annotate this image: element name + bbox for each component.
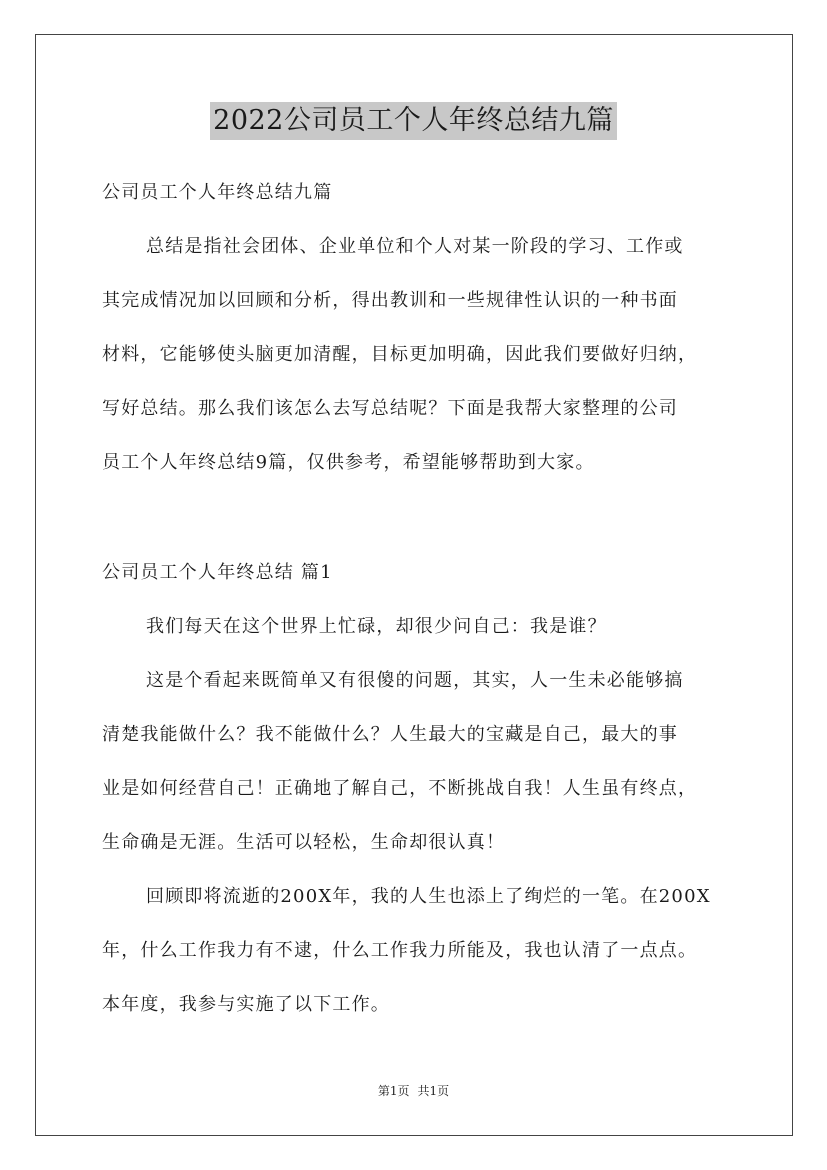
paragraph-line: 写好总结。那么我们该怎么去写总结呢？下面是我帮大家整理的公司 (102, 398, 678, 419)
paragraph-line: 业是如何经营自己！正确地了解自己，不断挑战自我！人生虽有终点， (102, 778, 698, 799)
paragraph-line: 回顾即将流逝的200X年，我的人生也添上了绚烂的一笔。在200X (146, 886, 711, 907)
page-total: 共1页 (417, 1084, 450, 1098)
page-number: 第1页 (377, 1084, 410, 1098)
paragraph-line: 清楚我能做什么？我不能做什么？人生最大的宝藏是自己，最大的事 (102, 724, 678, 745)
paragraph-line: 我们每天在这个世界上忙碌，却很少问自己：我是谁？ (146, 616, 607, 637)
section-heading: 公司员工个人年终总结九篇 (102, 182, 333, 203)
title-block (0, 102, 827, 140)
paragraph-line: 其完成情况加以回顾和分析，得出教训和一些规律性认识的一种书面 (102, 290, 678, 311)
paragraph-line: 总结是指社会团体、企业单位和个人对某一阶段的学习、工作或 (146, 236, 684, 257)
paragraph-line: 本年度，我参与实施了以下工作。 (102, 994, 390, 1015)
paragraph-line: 生命确是无涯。生活可以轻松，生命却很认真！ (102, 832, 506, 853)
paragraph-line: 这是个看起来既简单又有很傻的问题，其实，人一生未必能够搞 (146, 670, 684, 691)
page-footer (0, 1082, 827, 1100)
section-heading: 公司员工个人年终总结 篇1 (102, 562, 333, 583)
paragraph-line: 年，什么工作我力有不逮，什么工作我力所能及，我也认清了一点点。 (102, 940, 698, 961)
paragraph-line: 材料，它能够使头脑更加清醒，目标更加明确，因此我们要做好归纳， (102, 344, 698, 365)
document-title: 2022公司员工个人年终总结九篇 (210, 102, 617, 140)
paragraph-line: 员工个人年终总结9篇，仅供参考，希望能够帮助到大家。 (102, 452, 595, 473)
